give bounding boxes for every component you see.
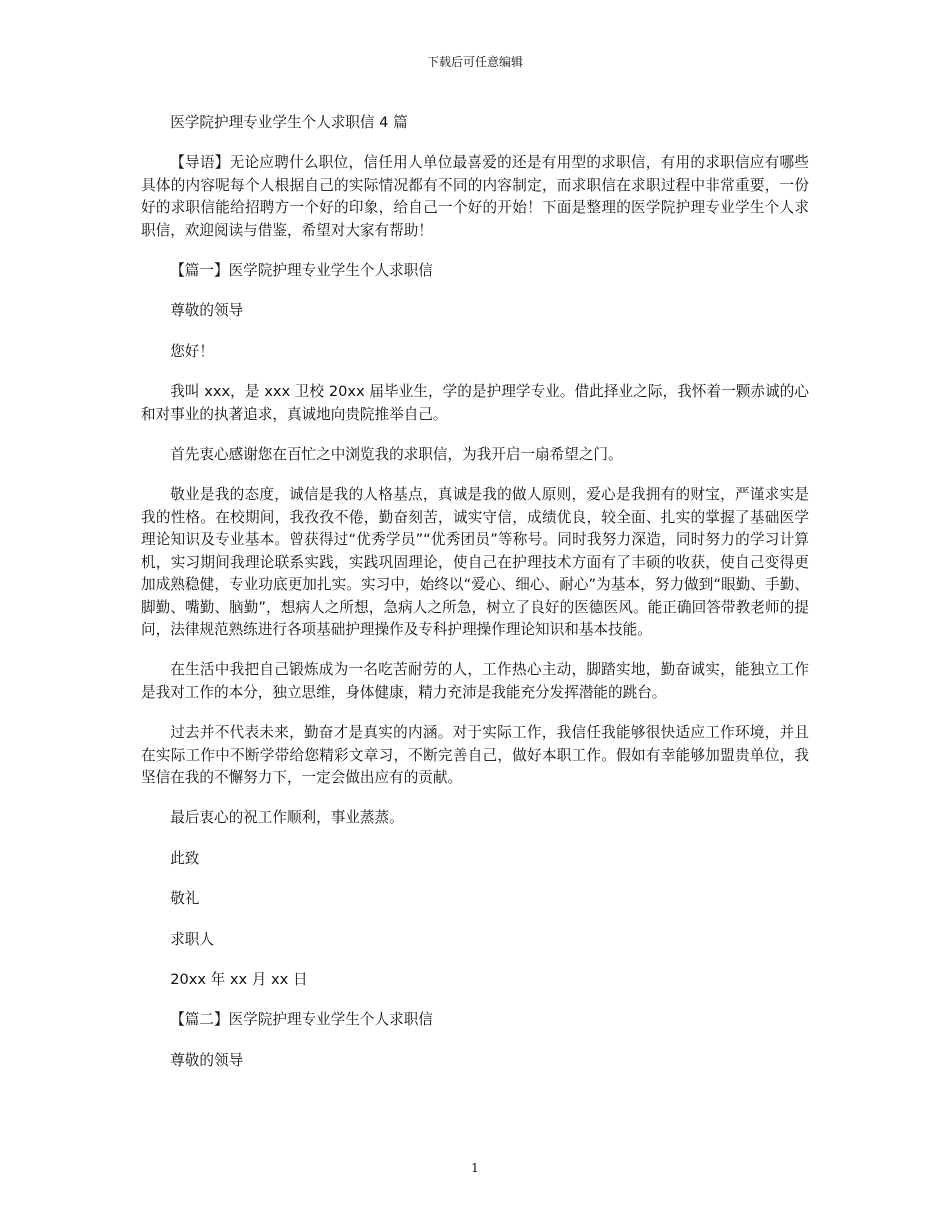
greeting: 您好！ <box>170 342 214 360</box>
closing-line-1: 此致 <box>170 849 200 867</box>
body-paragraph: 敬业是我的态度，诚信是我的人格基点，真诚是我的做人原则，爱心是我拥有的财宝，严谨求实是我的性格。在校期间，我孜孜不倦，勤奋刻苦，诚实守信，成绩优良，较全面、扎实的掌握了基础医学理论知识及专业基本。曾获得过“优秀学员”“优秀团员”等称号。同时我努力深造，同时努力的学习计算机，实习期间我理论联系实践，实践巩固理论，使自己在护理技术方面有了丰硕的收获，使自己变得更加成熟稳健，专业功底更加扎实。实习中，始终以“爱心、细心、耐心”为基本，努力做到“眼勤、手勤、脚勤、嘴勤、脑勤”，想病人之所想，急病人之所急，树立了良好的医德医风。能正确回答带教老师的提问，法律规范熟练进行各项基础护理操作及专科护理操作理论知识和基本技能。 <box>141 486 809 638</box>
signature: 求职人 <box>170 930 214 948</box>
document-body <box>141 112 809 1090</box>
salutation: 尊敬的领导 <box>170 302 244 320</box>
document-title: 医学院护理专业学生个人求职信 4 篇 <box>170 114 408 131</box>
salutation-2: 尊敬的领导 <box>170 1051 244 1069</box>
section-heading-2: 【篇二】医学院护理专业学生个人求职信 <box>170 1011 433 1029</box>
page-header: 下载后可任意编辑 <box>426 55 523 69</box>
section-heading-1: 【篇一】医学院护理专业学生个人求职信 <box>170 262 433 280</box>
body-paragraph: 首先衷心感谢您在百忙之中浏览我的求职信，为我开启一扇希望之门。 <box>170 446 623 464</box>
page-number: 1 <box>471 1161 479 1175</box>
intro-paragraph: 【导语】无论应聘什么职位，信任用人单位最喜爱的还是有用型的求职信，有用的求职信应有哪些具体的内容呢每个人根据自己的实际情况都有不同的内容制定，而求职信在求职过程中非常重要，一份好的求职信能给招聘方一个好的印象，给自己一个好的开始！下面是整理的医学院护理专业学生个人求职信，欢迎阅读与借鉴，希望对大家有帮助！ <box>141 154 809 239</box>
body-paragraph: 过去并不代表未来，勤奋才是真实的内涵。对于实际工作，我信任我能够很快适应工作环境，并且在实际工作中不断学带给您精彩文章习，不断完善自己，做好本职工作。假如有幸能够加盟贵单位，我坚信在我的不懈努力下，一定会做出应有的贡献。 <box>141 724 809 786</box>
closing-wish: 最后衷心的祝工作顺利，事业蒸蒸。 <box>170 809 404 827</box>
body-paragraph: 在生活中我把自己锻炼成为一名吃苦耐劳的人，工作热心主动，脚踏实地，勤奋诚实，能独立工作是我对工作的本分，独立思维，身体健康，精力充沛是我能充分发挥潜能的跳台。 <box>141 661 809 701</box>
date-line: 20xx 年 xx 月 xx 日 <box>170 970 308 988</box>
closing-line-2: 敬礼 <box>170 890 200 908</box>
body-paragraph: 我叫 xxx，是 xxx 卫校 20xx 届毕业生，学的是护理学专业。借此择业之际，我怀着一颗赤诚的心和对事业的执著追求，真诚地向贵院推举自己。 <box>141 383 809 423</box>
